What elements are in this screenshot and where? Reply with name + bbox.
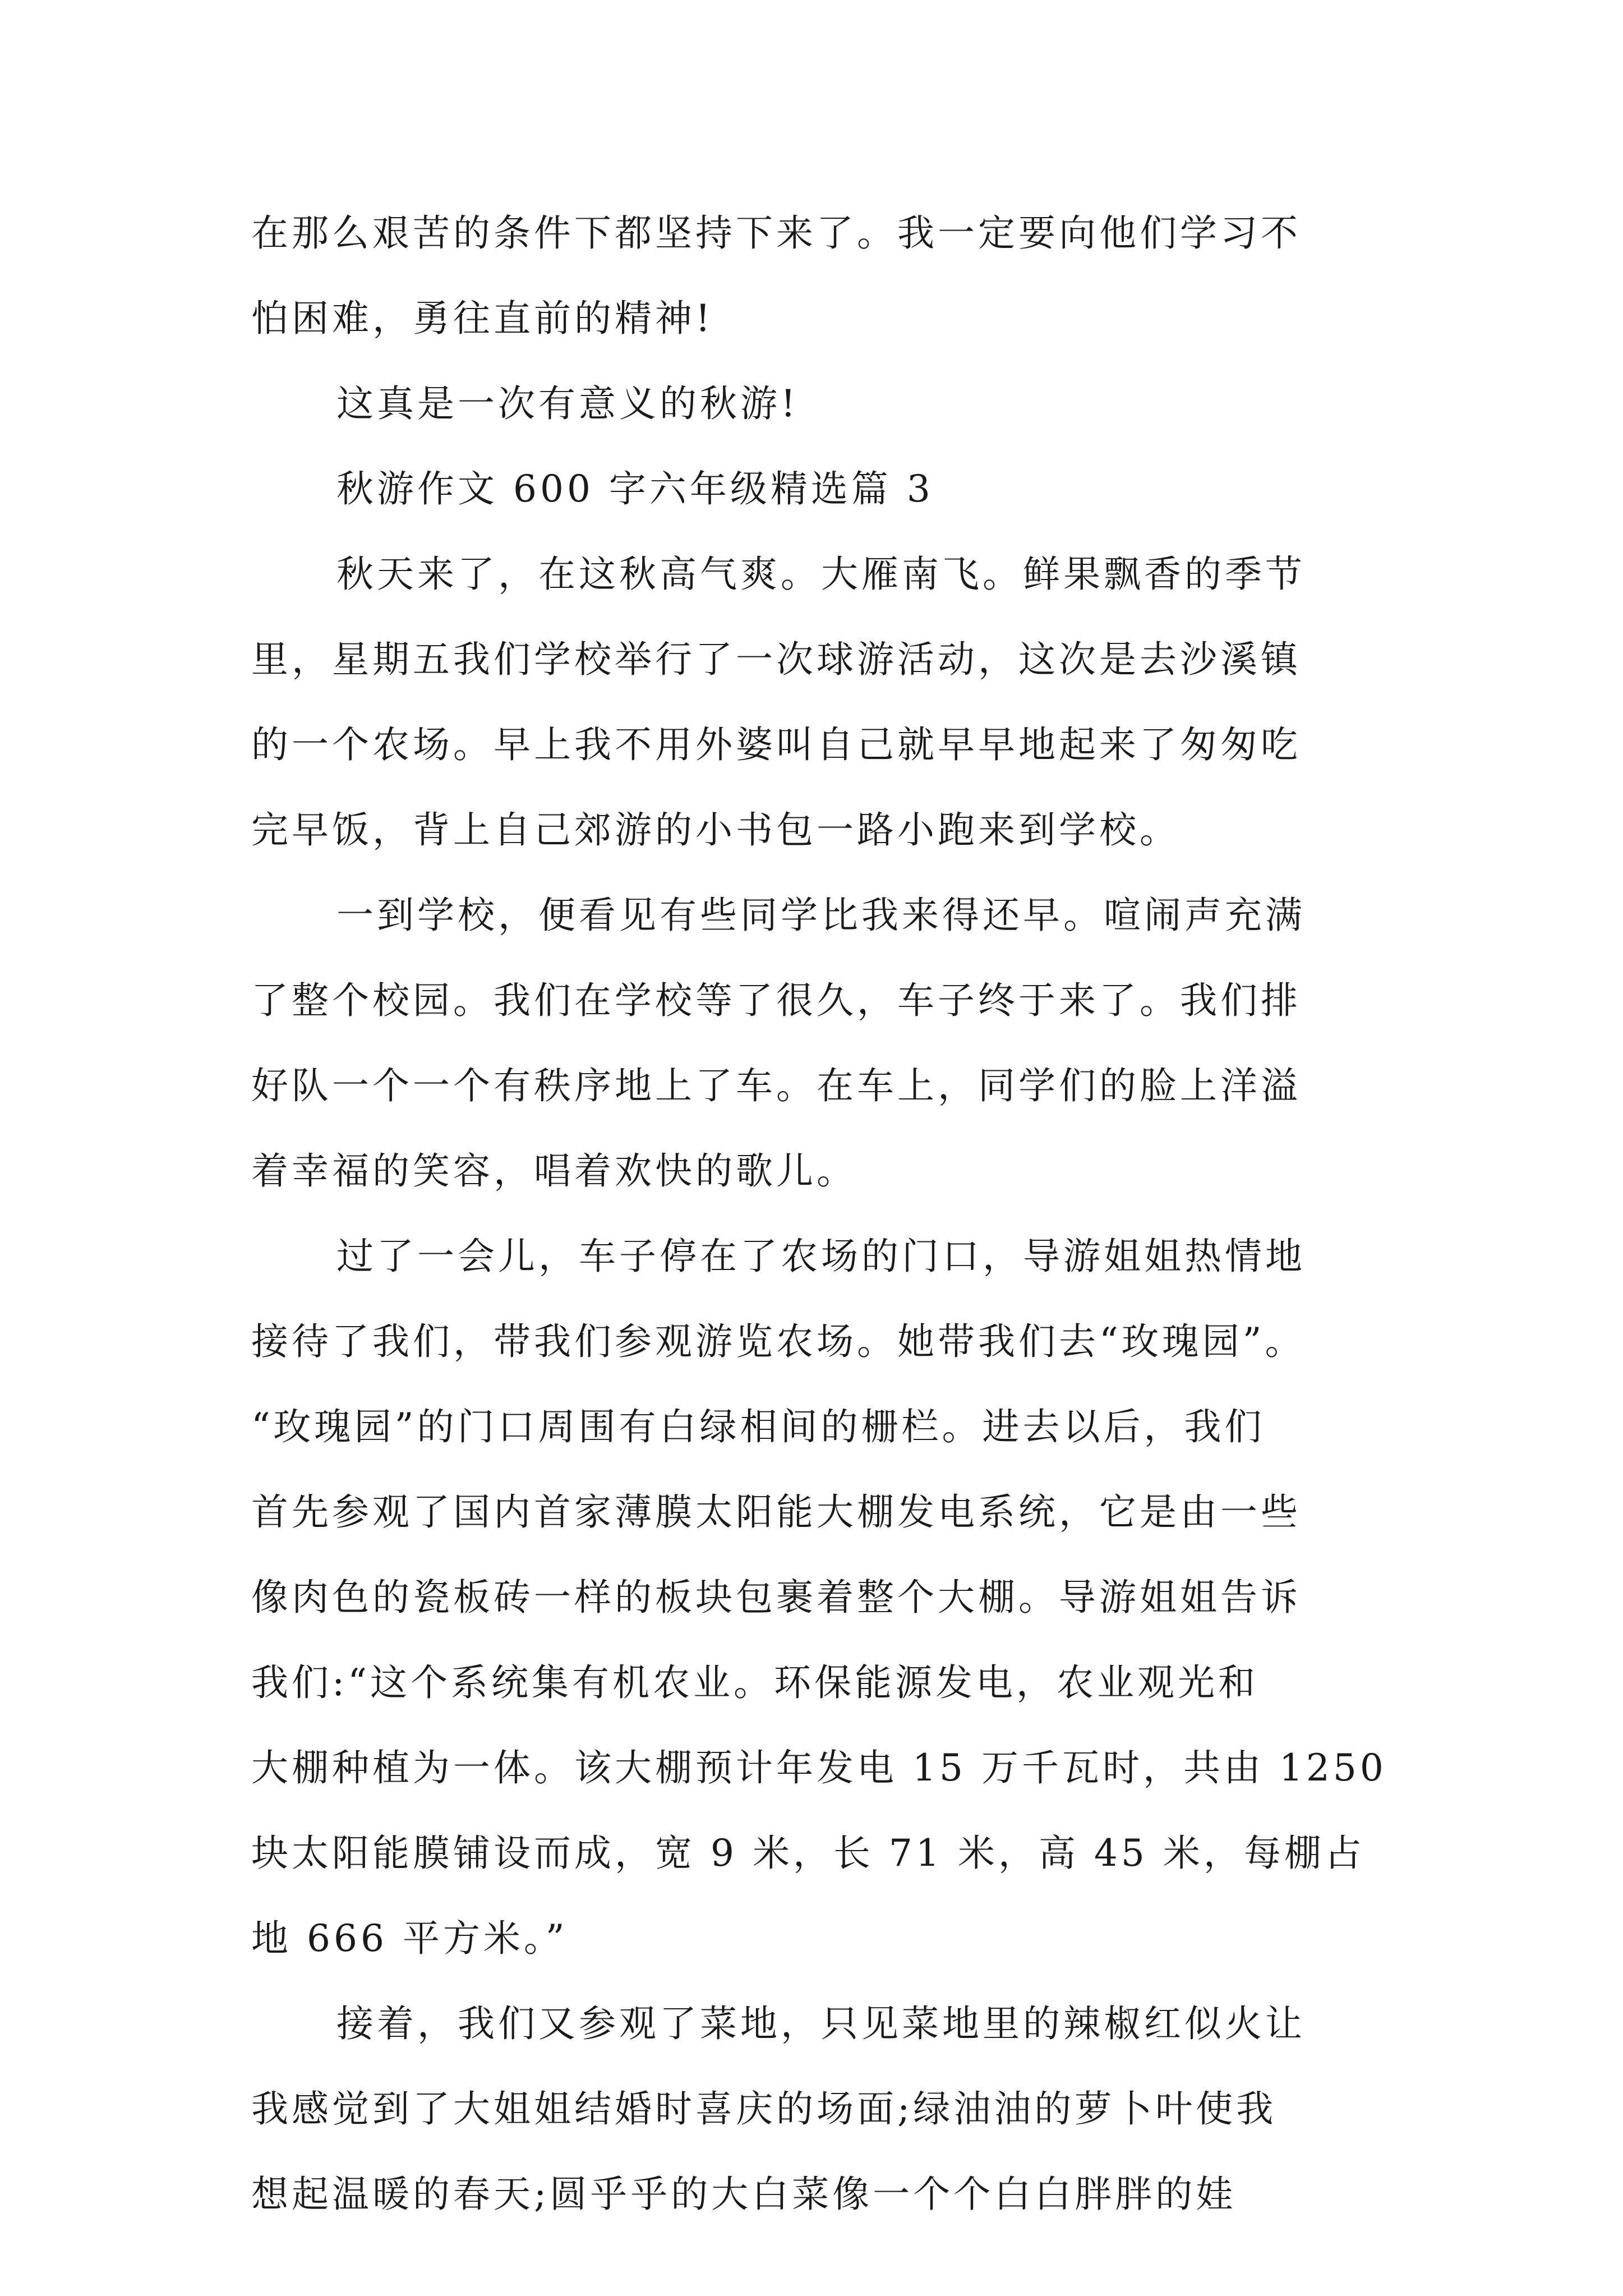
text-line: 一到学校，便看见有些同学比我来得还早。喧闹声充满 (336, 894, 1306, 937)
text-line: 想起温暖的春天;圆乎乎的大白菜像一个个白白胖胖的娃 (251, 2173, 1237, 2216)
text-line: 秋天来了，在这秋高气爽。大雁南飞。鲜果飘香的季节 (336, 553, 1306, 596)
text-line: 在那么艰苦的条件下都坚持下来了。我一定要向他们学习不 (251, 211, 1301, 255)
section-heading: 秋游作文 600 字六年级精选篇 3 (336, 467, 934, 510)
text-line: 地 666 平方米。” (251, 1917, 568, 1960)
text-line: 这真是一次有意义的秋游! (336, 382, 799, 425)
text-line: 块太阳能膜铺设而成，宽 9 米，长 71 米，高 45 米，每棚占 (251, 1832, 1365, 1875)
text-line: 完早饭，背上自己郊游的小书包一路小跑来到学校。 (251, 808, 1180, 852)
text-line: 过了一会儿，车子停在了农场的门口，导游姐姐热情地 (336, 1235, 1306, 1278)
text-line: 着幸福的笑容，唱着欢快的歌儿。 (251, 1149, 857, 1193)
text-line: 接待了我们，带我们参观游览农场。她带我们去“玫瑰园”。 (251, 1320, 1306, 1363)
text-line: 好队一个一个有秩序地上了车。在车上，同学们的脸上洋溢 (251, 1064, 1301, 1107)
text-line: 大棚种植为一体。该大棚预计年发电 15 万千瓦时，共由 1250 (251, 1746, 1387, 1789)
text-line: 像肉色的瓷板砖一样的板块包裹着整个大棚。导游姐姐告诉 (251, 1576, 1301, 1619)
text-line: 里，星期五我们学校举行了一次球游活动，这次是去沙溪镇 (251, 638, 1301, 681)
text-line: 我感觉到了大姐姐结婚时喜庆的场面;绿油油的萝卜叶使我 (251, 2087, 1277, 2131)
text-line: “玫瑰园”的门口周围有白绿相间的栅栏。进去以后，我们 (251, 1405, 1265, 1448)
text-line: 首先参观了国内首家薄膜太阳能大棚发电系统，它是由一些 (251, 1490, 1301, 1534)
text-line: 怕困难，勇往直前的精神! (251, 297, 714, 340)
document-body (251, 191, 1395, 2237)
text-line: 了整个校园。我们在学校等了很久，车子终于来了。我们排 (251, 979, 1301, 1022)
text-line: 接着，我们又参观了菜地，只见菜地里的辣椒红似火让 (336, 2002, 1306, 2045)
text-line: 的一个农场。早上我不用外婆叫自己就早早地起来了匆匆吃 (251, 723, 1301, 766)
text-line: 我们:“这个系统集有机农业。环保能源发电，农业观光和 (251, 1661, 1258, 1704)
